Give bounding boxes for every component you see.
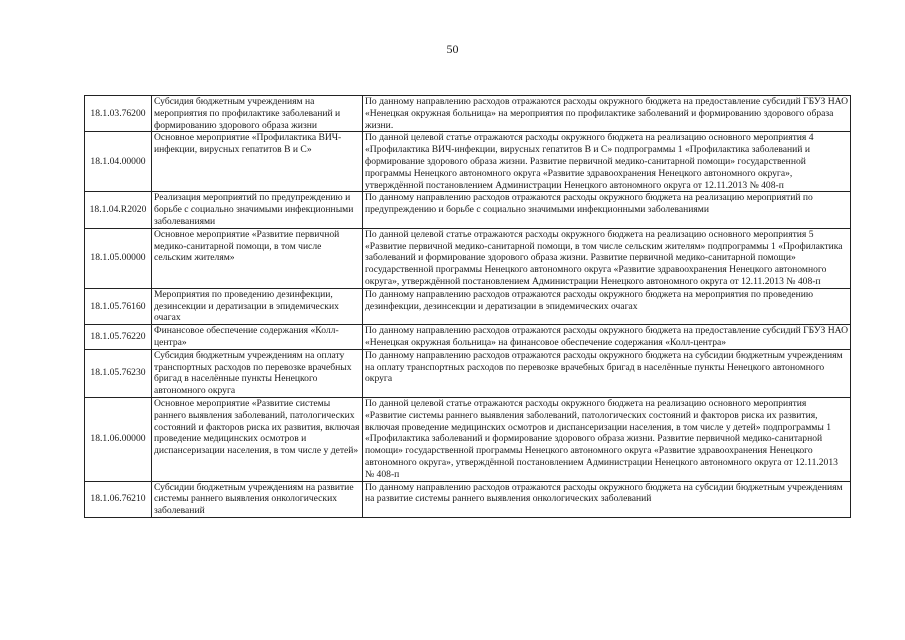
budget-classification-table [84,95,851,518]
table-row [85,192,851,228]
target-item-name: Субсидия бюджетным учреждениям на мероприятия по профилактике заболеваний и формированию здорового образа жизни [152,96,363,132]
table-row [85,132,851,192]
target-item-name: Основное мероприятие «Профилактика ВИЧ-инфекции, вирусных гепатитов В и С» [152,132,363,192]
target-item-name: Мероприятия по проведению дезинфекции, дезинсекции и дератизации в эпидемических очагах [152,288,363,324]
target-item-code: 18.1.05.76220 [85,325,152,350]
target-item-code: 18.1.06.00000 [85,397,152,481]
target-item-description: По данному направлению расходов отражаются расходы окружного бюджета на предоставление субсидий ГБУЗ НАО «Ненецкая окружная больница» на мероприятия по профилактике заболеваний и формированию здорового образа жизни. [363,96,851,132]
target-item-description: По данному направлению расходов отражаются расходы окружного бюджета на предоставление субсидий ГБУЗ НАО «Ненецкая окружная больница» на финансовое обеспечение содержания «Колл-центра» [363,325,851,350]
target-item-description: По данному направлению расходов отражаются расходы окружного бюджета на субсидии бюджетным учреждениям на развитие системы раннего выявления онкологических заболеваний [363,481,851,517]
target-item-code: 18.1.06.76210 [85,481,152,517]
target-item-name: Основное мероприятие «Развитие системы раннего выявления заболеваний, патологических состояний и факторов риска их развития, включая проведение медицинских осмотров и диспансеризации населения, в том числе у детей» [152,397,363,481]
target-item-description: По данной целевой статье отражаются расходы окружного бюджета на реализацию основного мероприятия «Развитие системы раннего выявления заболеваний, патологических состояний и факторов риска их развития, включая проведение медицинских осмотров и диспансеризации населения, в том числе у детей» подпрограммы 1 «Профилактика заболеваний и формирование здорового образа жизни. Развитие первичной медико-санитарной помощи» государственной программы Ненецкого автономного округа «Развитие здравоохранения Ненецкого автономного округа», утверждённой постановлением Администрации Ненецкого автономного округа от 12.11.2013 № 408-п [363,397,851,481]
table-row [85,228,851,288]
target-item-name: Основное мероприятие «Развитие первичной медико-санитарной помощи, в том числе сельским жителям» [152,228,363,288]
target-item-name: Субсидия бюджетным учреждениям на оплату транспортных расходов по перевозке врачебных бригад в населённые пункты Ненецкого автономного округа [152,349,363,397]
target-item-code: 18.1.03.76200 [85,96,152,132]
target-item-name: Субсидии бюджетным учреждениям на развитие системы раннего выявления онкологических заболеваний [152,481,363,517]
table-row [85,96,851,132]
table-row [85,325,851,350]
target-item-name: Реализация мероприятий по предупреждению и борьбе с социально значимыми инфекционными заболеваниями [152,192,363,228]
target-item-description: По данному направлению расходов отражаются расходы окружного бюджета на субсидии бюджетным учреждениям на оплату транспортных расходов по перевозке врачебных бригад в населённые пункты Ненецкого автономного округа [363,349,851,397]
target-item-description: По данной целевой статье отражаются расходы окружного бюджета на реализацию основного мероприятия 5 «Развитие первичной медико-санитарной помощи, в том числе сельским жителям» подпрограммы 1 «Профилактика заболеваний и формирование здорового образа жизни. Развитие первичной медико-санитарной помощи» государственной программы Ненецкого автономного округа «Развитие здравоохранения Ненецкого автономного округа», утверждённой постановлением Администрации Ненецкого автономного округа от 12.11.2013 № 408-п [363,228,851,288]
target-item-description: По данной целевой статье отражаются расходы окружного бюджета на реализацию основного мероприятия 4 «Профилактика ВИЧ-инфекции, вирусных гепатитов В и С» подпрограммы 1 «Профилактика заболеваний и формирование здорового образа жизни. Развитие первичной медико-санитарной помощи» государственной программы Ненецкого автономного округа «Развитие здравоохранения Ненецкого автономного округа», утверждённой постановлением Администрации Ненецкого автономного округа от 12.11.2013 № 408-п [363,132,851,192]
table-row [85,349,851,397]
target-item-description: По данному направлению расходов отражаются расходы окружного бюджета на реализацию мероприятий по предупреждению и борьбе с социально значимыми инфекционными заболеваниями [363,192,851,228]
target-item-code: 18.1.04.R2020 [85,192,152,228]
target-item-code: 18.1.05.76230 [85,349,152,397]
target-item-code: 18.1.04.00000 [85,132,152,192]
target-item-description: По данному направлению расходов отражаются расходы окружного бюджета на мероприятия по проведению дезинфекции, дезинсекции и дератизации в эпидемических очагах [363,288,851,324]
page-number: 50 [446,42,459,56]
target-item-code: 18.1.05.76160 [85,288,152,324]
table-row [85,481,851,517]
target-item-name: Финансовое обеспечение содержания «Колл-центра» [152,325,363,350]
table-row [85,288,851,324]
table-row [85,397,851,481]
target-item-code: 18.1.05.00000 [85,228,152,288]
